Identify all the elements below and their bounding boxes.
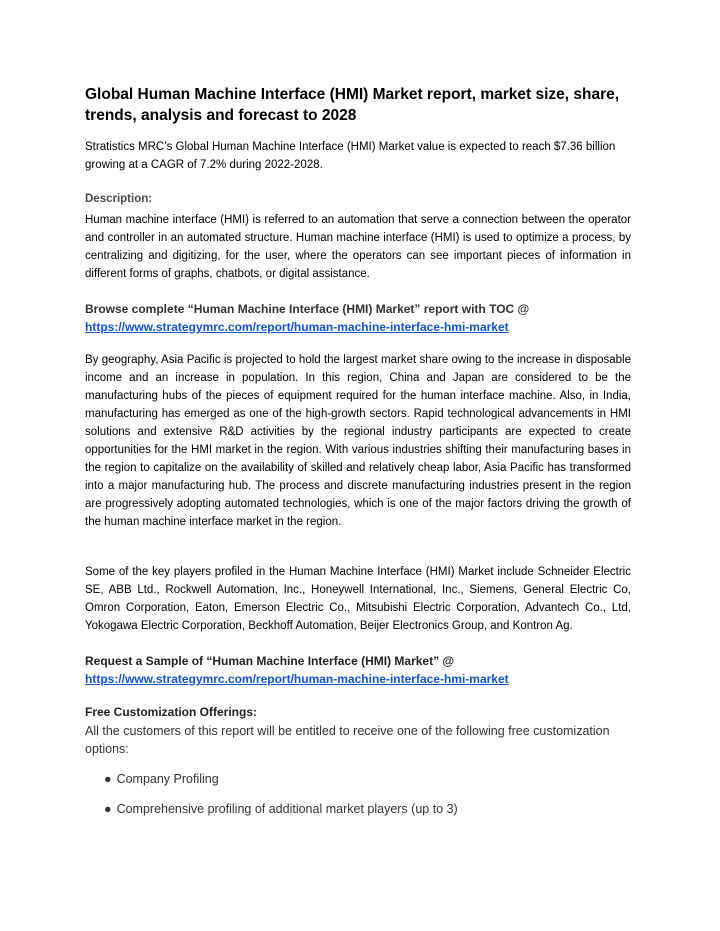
- browse-report-text: Browse complete “Human Machine Interface (HMI) Market” report with TOC @: [85, 302, 530, 316]
- request-sample-text: Request a Sample of “Human Machine Interface (HMI) Market” @: [85, 654, 455, 668]
- document-title: Global Human Machine Interface (HMI) Market report, market size, share, trends, analysis and forecast to 2028: [85, 86, 620, 124]
- bullet-icon: ●: [104, 772, 112, 786]
- request-sample-block: [85, 652, 645, 688]
- description-label: Description:: [85, 193, 153, 205]
- list-item: [104, 770, 624, 788]
- list-item-label: Comprehensive profiling of additional market players (up to 3): [116, 802, 458, 816]
- customization-paragraph: All the customers of this report will be entitled to receive one of the following free customization options:: [85, 724, 610, 756]
- request-sample-link[interactable]: https://www.strategymrc.com/report/human-machine-interface-hmi-market: [85, 672, 509, 686]
- description-paragraph: Human machine interface (HMI) is referred to an automation that serve a connection between the operator and controller in an automated structure. Human machine interface (HMI) is used to optimize a process, by centralizing and digitizing, for the user, where the operators can see important pieces of information in different forms of graphs, chatbots, or digital assistance.: [85, 214, 631, 280]
- customization-heading: Free Customization Offerings:: [85, 705, 258, 719]
- list-item-label: Company Profiling: [116, 772, 219, 786]
- key-players-paragraph: Some of the key players profiled in the Human Machine Interface (HMI) Market include Schneider Electric SE, ABB Ltd., Rockwell Automation, Inc., Honeywell International, Inc., Siemens, General Electric Co, Omron Corporation, Eaton, Emerson Electric Co., Mitsubishi Electric Corporation, Advantech Co., Ltd, Yokogawa Electric Corporation, Beckhoff Automation, Beijer Electronics Group, and Kontron Ag.: [85, 566, 631, 632]
- browse-report-block: [85, 300, 645, 336]
- intro-paragraph: Stratistics MRC’s Global Human Machine Interface (HMI) Market value is expected to reach $7.36 billion growing at a CAGR of 7.2% during 2022-2028.: [85, 141, 616, 171]
- customization-list: [104, 770, 624, 830]
- geography-paragraph: By geography, Asia Pacific is projected to hold the largest market share owing to the increase in disposable income and an increase in population. In this region, China and Japan are considered to be the manufacturing hubs of the pieces of equipment required for the human interface machine. Also, in India, manufacturing has emerged as one of the high-growth sectors. Rapid technological advancements in HMI solutions and extensive R&D activities by the regional industry participants are expected to create opportunities for the HMI market in the region. With various industries shifting their manufacturing bases in the region to capitalize on the availability of skilled and relatively cheap labor, Asia Pacific has transformed into a major manufacturing hub. The process and discrete manufacturing industries present in the region are progressively adopting automated technologies, which is one of the major factors driving the growth of the human machine interface market in the region.: [85, 354, 631, 528]
- browse-report-link[interactable]: https://www.strategymrc.com/report/human-machine-interface-hmi-market: [85, 320, 509, 334]
- list-item: [104, 800, 624, 818]
- bullet-icon: ●: [104, 802, 112, 816]
